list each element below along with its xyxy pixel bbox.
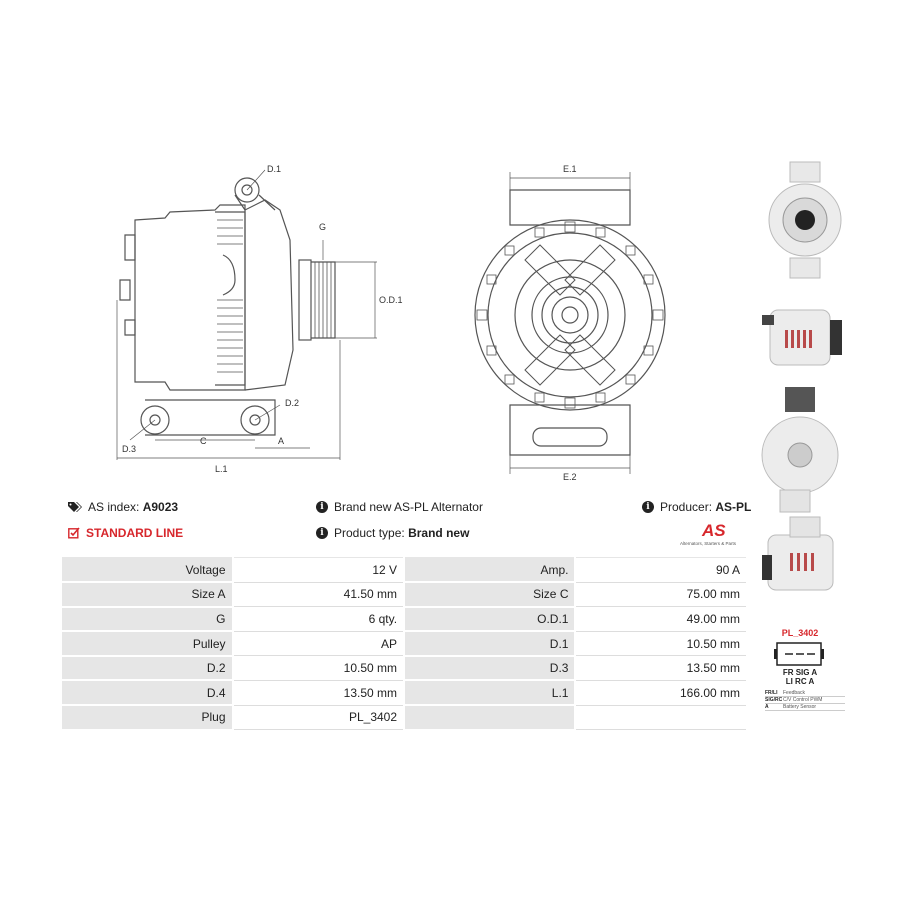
as-index — [68, 500, 178, 514]
info-row-2 — [60, 526, 750, 544]
dim-e1-label: E.1 — [563, 164, 577, 174]
spec-value: 13.50 mm — [233, 680, 405, 705]
description-text: Brand new AS-PL Alternator — [334, 500, 483, 514]
dim-d1-label: D.1 — [267, 164, 282, 174]
tags-icon — [68, 501, 82, 513]
standard-line-label: STANDARD LINE — [86, 526, 184, 540]
as-index-label: AS index: — [88, 500, 140, 514]
spec-value: 49.00 mm — [575, 607, 747, 632]
info-icon: i — [316, 527, 328, 539]
spec-key: D.2 — [61, 656, 233, 681]
specs-table — [60, 557, 748, 731]
product-type-value: Brand new — [408, 526, 470, 540]
technical-drawings — [95, 150, 755, 480]
info-icon: i — [316, 501, 328, 513]
spec-value — [575, 705, 747, 730]
product-type — [316, 526, 469, 540]
table-row — [61, 607, 747, 632]
dim-l1-label: L.1 — [215, 464, 228, 474]
producer-label: Producer: — [660, 500, 713, 514]
spec-key: O.D.1 — [404, 607, 575, 632]
spec-key: Size A — [61, 582, 233, 607]
spec-key: Pulley — [61, 631, 233, 656]
spec-key: Voltage — [61, 558, 233, 583]
plug-legend — [765, 690, 845, 711]
spec-key: Amp. — [404, 558, 575, 583]
spec-value: 12 V — [233, 558, 405, 583]
product-photo-front[interactable] — [755, 160, 855, 280]
spec-key: D.4 — [61, 680, 233, 705]
producer — [642, 500, 751, 514]
dim-od1-label: O.D.1 — [379, 295, 403, 305]
standard-line — [68, 526, 183, 540]
plug-pins-top: FR SIG A — [782, 668, 818, 677]
legend-item: FR/LI Feedback — [765, 690, 845, 697]
logo-mark: AS — [702, 521, 726, 540]
plug-pins-bottom: LI RC A — [785, 677, 815, 686]
info-row-1 — [60, 500, 750, 518]
legend-item: SIG/RC C/V Control PWM — [765, 697, 845, 704]
as-pl-logo — [680, 520, 750, 548]
spec-key: L.1 — [404, 680, 575, 705]
plug-title: PL_3402 — [781, 628, 819, 638]
plug-diagram — [765, 628, 855, 711]
dim-e2-label: E.2 — [563, 472, 577, 480]
dim-g-label: G — [319, 222, 327, 232]
front-view-drawing — [475, 190, 665, 455]
side-dimension-lines — [117, 170, 377, 460]
dim-d2-label: D.2 — [285, 398, 300, 408]
table-row — [61, 558, 747, 583]
spec-value: 10.50 mm — [233, 656, 405, 681]
table-row — [61, 656, 747, 681]
legend-item: A Battery Sensor — [765, 704, 845, 711]
spec-key: D.3 — [404, 656, 575, 681]
spec-key: Size C — [404, 582, 575, 607]
side-view-drawing — [120, 178, 335, 435]
spec-value: 10.50 mm — [575, 631, 747, 656]
as-index-value: A9023 — [142, 500, 179, 514]
product-photo-side[interactable] — [755, 290, 855, 380]
product-photo-angle[interactable] — [755, 515, 855, 610]
table-row — [61, 705, 747, 730]
spec-value: 13.50 mm — [575, 656, 747, 681]
table-row — [61, 631, 747, 656]
dim-a-label: A — [278, 436, 285, 446]
dim-d3-label: D.3 — [122, 444, 137, 454]
spec-value: 6 qty. — [233, 607, 405, 632]
spec-key: Plug — [61, 705, 233, 730]
spec-key: D.1 — [404, 631, 575, 656]
check-square-icon — [68, 527, 80, 539]
spec-value: 90 A — [575, 558, 747, 583]
spec-value: 41.50 mm — [233, 582, 405, 607]
description — [316, 500, 483, 514]
product-photo-rear[interactable] — [755, 385, 855, 515]
spec-key — [404, 705, 575, 730]
spec-value: PL_3402 — [233, 705, 405, 730]
spec-value: AP — [233, 631, 405, 656]
table-row — [61, 680, 747, 705]
spec-value: 75.00 mm — [575, 582, 747, 607]
spec-value: 166.00 mm — [575, 680, 747, 705]
product-type-label: Product type: — [334, 526, 405, 540]
table-row — [61, 582, 747, 607]
dim-c-label: C — [200, 436, 207, 446]
producer-value: AS-PL — [715, 500, 752, 514]
plug-connector-icon — [765, 642, 835, 668]
info-icon: i — [642, 501, 654, 513]
logo-tagline: Alternators, Starters & Parts — [680, 541, 737, 546]
spec-key: G — [61, 607, 233, 632]
